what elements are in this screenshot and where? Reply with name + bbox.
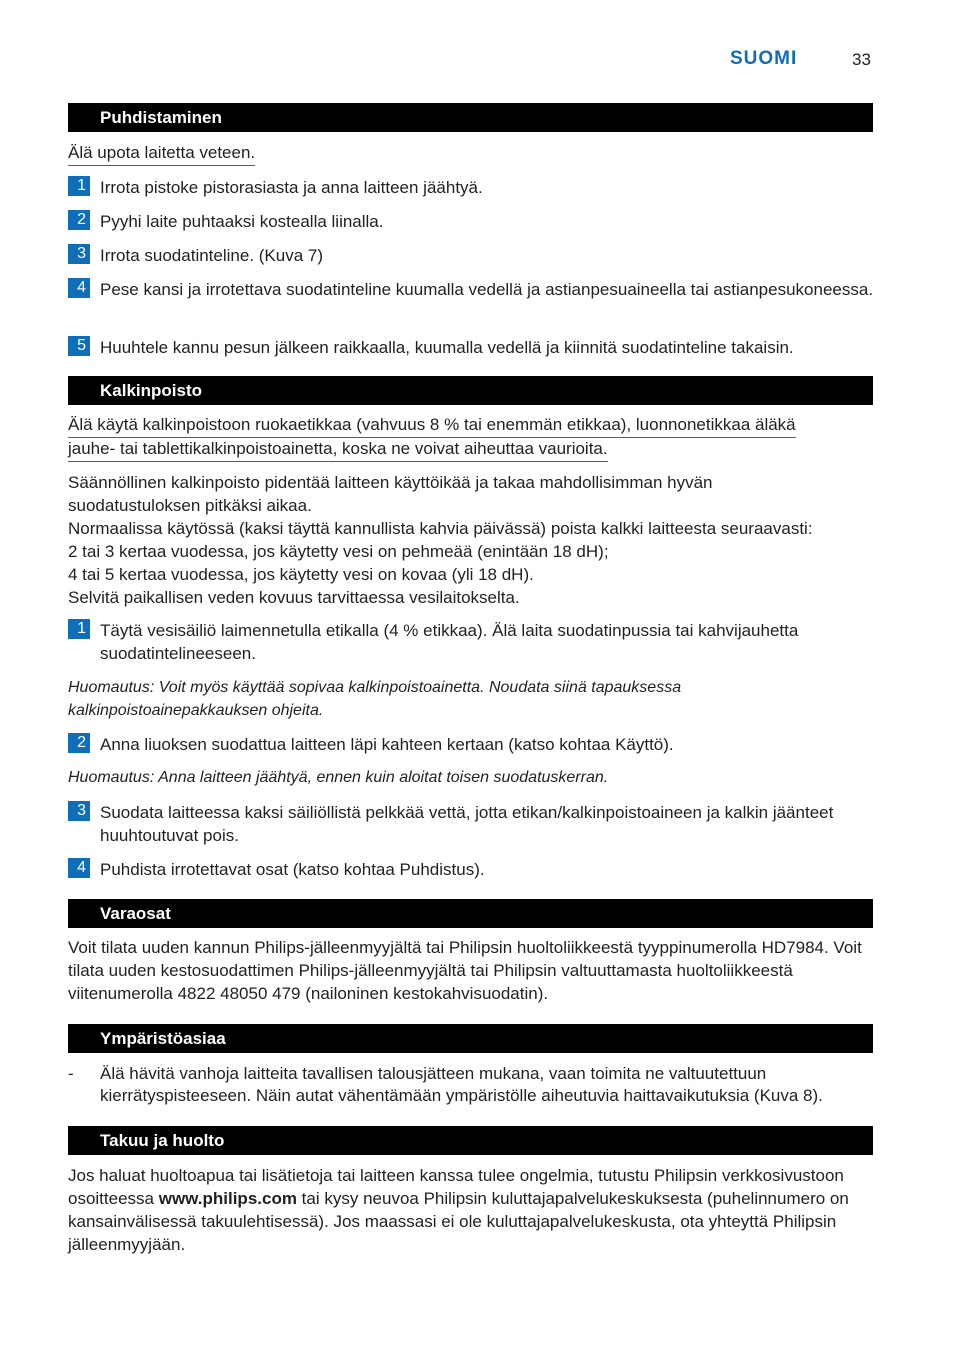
step-number: 1 [68, 619, 90, 639]
warranty-text-before: Jos haluat huoltoapua tai lisätietoja tai laitteen kanssa tulee ongelmia, tutustu Philipsin verkkosivustoon osoitteessa [68, 1166, 844, 1208]
page-number: 33 [852, 50, 871, 69]
step-text: Anna liuoksen suodattua laitteen läpi kahteen kertaan (katso kohtaa Käyttö). [100, 735, 674, 754]
descaling-note-1: Huomautus: Voit myös käyttää sopivaa kalkinpoistoainetta. Noudata siinä tapauksessa kalkinpoistoainepakkauksen ohjeita. [68, 679, 682, 719]
section-title: Varaosat [100, 904, 171, 923]
step-text: Täytä vesisäiliö laimennetulla etikalla (4 % etikkaa). Älä laita suodatinpussia tai kahvijauhetta suodatintelineeseen. [100, 621, 799, 663]
section-title: Takuu ja huolto [100, 1131, 225, 1150]
step-text: Irrota suodatinteline. (Kuva 7) [100, 246, 324, 265]
step-text: Huuhtele kannu pesun jälkeen raikkaalla, kuumalla vedellä ja kiinnitä suodatinteline takaisin. [100, 338, 794, 357]
language-label: SUOMI [730, 48, 798, 69]
step-text: Suodata laitteessa kaksi säiliöllistä pelkkää vettä, jotta etikan/kalkinpoistoaineen ja kalkin jäänteet huuhtoutuvat pois. [100, 803, 834, 845]
section-title: Kalkinpoisto [100, 381, 203, 400]
step-number: 5 [68, 336, 90, 356]
step-number: 2 [68, 733, 90, 753]
step-text: Pese kansi ja irrotettava suodatinteline kuumalla vedellä ja astianpesuaineella tai astianpesukoneessa. [100, 280, 874, 299]
warning-text-line-1: Älä käytä kalkinpoistoon ruokaetikkaa (vahvuus 8 % tai enemmän etikkaa), luonnonetikkaa äläkä [68, 414, 796, 438]
para-line: suodatustuloksen pitkäksi aikaa. [68, 496, 312, 515]
section-header-warranty [68, 1126, 873, 1155]
para-line: Säännöllinen kalkinpoisto pidentää laitteen käyttöikää ja takaa mahdollisimman hyvän [68, 473, 713, 492]
section-header-environment [68, 1024, 873, 1053]
section-header-cleaning [68, 103, 873, 132]
philips-url-link[interactable]: www.philips.com [158, 1189, 297, 1208]
step-number: 4 [68, 858, 90, 878]
step-number: 3 [68, 244, 90, 264]
para-line: 2 tai 3 kertaa vuodessa, jos käytetty vesi on pehmeää (enintään 18 dH); [68, 542, 609, 561]
step-number: 4 [68, 278, 90, 298]
step-text: Irrota pistoke pistorasiasta ja anna laitteen jäähtyä. [100, 178, 483, 197]
para-line: 4 tai 5 kertaa vuodessa, jos käytetty vesi on kovaa (yli 18 dH). [68, 565, 534, 584]
descaling-note-2: Huomautus: Anna laitteen jäähtyä, ennen kuin aloitat toisen suodatuskerran. [68, 769, 609, 786]
step-number: 3 [68, 801, 90, 821]
warranty-text-after: tai kysy neuvoa Philipsin kuluttajapalvelukeskuksesta (puhelinnumero on kansainvälisessä takuulehtisessä). Jos maassasi ei ole kuluttajapalvelukeskusta, ota yhteyttä Philipsin jälleenmyyjään. [68, 1189, 849, 1254]
warning-text-line-2: jauhe- tai tablettikalkinpoistoainetta, koska ne voivat aiheuttaa vaurioita. [68, 438, 608, 462]
descaling-intro [68, 471, 878, 609]
environment-text: Älä hävitä vanhoja laitteita tavallisen talousjätteen mukana, vaan toimita ne valtuutettuun kierrätyspisteeseen. Näin autat vähentämään ympäristölle aiheutuvia haittavaikutuksia (Kuva 8). [100, 1064, 823, 1105]
step-text: Puhdista irrotettavat osat (katso kohtaa Puhdistus). [100, 860, 485, 879]
step-number: 1 [68, 176, 90, 196]
section-header-spare-parts [68, 899, 873, 928]
step-number: 2 [68, 210, 90, 230]
step-text: Pyyhi laite puhtaaksi kostealla liinalla. [100, 212, 384, 231]
descaling-warning [68, 414, 796, 462]
warranty-text [68, 1164, 878, 1256]
dash-bullet: - [68, 1064, 74, 1083]
spare-parts-text: Voit tilata uuden kannun Philips-jälleenmyyjältä tai Philipsin huoltoliikkeestä tyyppinumerolla HD7984. Voit tilata uuden kestosuodattimen Philips-jälleenmyyjältä tai Philipsin valtuuttamasta huoltoliikkeestä viitenumerolla 4822 48050 479 (nailoninen kestokahvisuodatin). [68, 938, 862, 1003]
section-title: Ympäristöasiaa [100, 1029, 226, 1048]
para-line: Normaalissa käytössä (kaksi täyttä kannullista kahvia päivässä) poista kalkki laitteesta seuraavasti: [68, 519, 813, 538]
section-header-descaling [68, 376, 873, 405]
warning-text: Älä upota laitetta veteen. [68, 142, 255, 166]
section-title: Puhdistaminen [100, 108, 222, 127]
cleaning-warning [68, 142, 255, 166]
para-line: Selvitä paikallisen veden kovuus tarvittaessa vesilaitokselta. [68, 588, 520, 607]
